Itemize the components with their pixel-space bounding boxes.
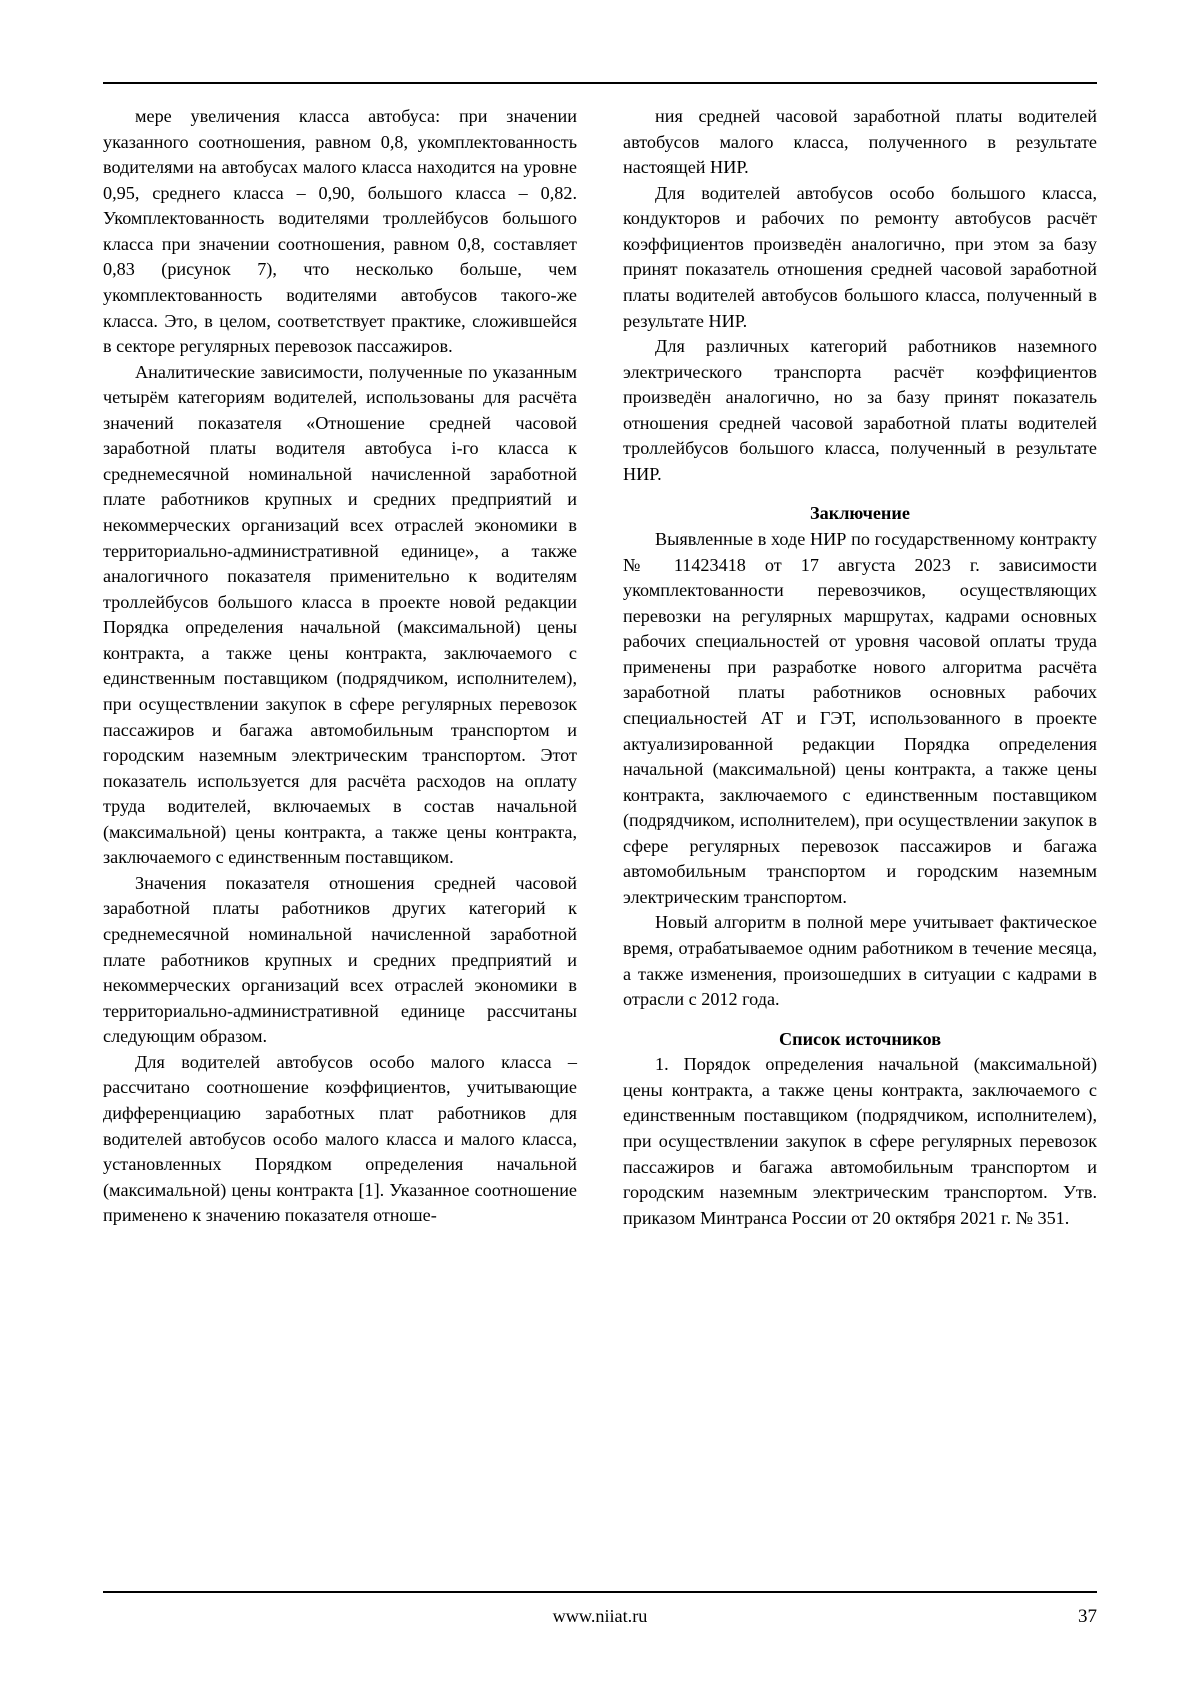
left-column bbox=[103, 104, 577, 1574]
paragraph: Аналитические зависимости, полученные по указанным четырём категориям водителей, использованы для расчёта значений показателя «Отношение средней часовой заработной платы водителя автобуса i-го класса к среднемесячной номинальной начисленной заработной плате работников крупных и средних предприятий и некоммерческих организаций всех отраслей экономики в территориально-административной единице», а также аналогичного показателя применительно к водителям троллейбусов большого класса в проекте новой редакции Порядка определения начальной (максимальной) цены контракта, а также цены контракта, заключаемого с единственным поставщиком (подрядчиком, исполнителем), при осуществлении закупок в сфере регулярных перевозок пассажиров и багажа автомобильным транспортом и городским наземным электрическим транспортом. Этот показатель используется для расчёта расходов на оплату труда водителей, включаемых в состав начальной (максимальной) цены контракта, а также цены контракта, заключаемого с единственным поставщиком. bbox=[103, 361, 577, 868]
page-footer bbox=[103, 1606, 1097, 1636]
reference-item: 1. Порядок определения начальной (максимальной) цены контракта, а также цены контракта, заключаемого с единственным поставщиком (подрядчиком, исполнителем), при осуществлении закупок в сфере регулярных перевозок пассажиров и багажа автомобильным транспортом и городским наземным электрическим транспортом. Утв. приказом Минтранса России от 20 октября 2021 г. № 351. bbox=[623, 1054, 1097, 1228]
section-heading-references: Список источников bbox=[778, 1028, 942, 1049]
paragraph: Для различных категорий работников наземного электрического транспорта расчёт коэффициентов произведён аналогично, но за базу принят показатель отношения средней часовой заработной платы водителей троллейбусов большого класса, полученный в результате НИР. bbox=[623, 336, 1097, 484]
paragraph: мере увеличения класса автобуса: при значении указанного соотношения, равном 0,8, укомплектованность водителями на автобусах малого класса находится на уровне 0,95, среднего класса – 0,90, большого класса – 0,82. Укомплектованность водителями троллейбусов большого класса при значении соотношения, равном 0,8, составляет 0,83 (рисунок 7), что несколько больше, чем укомплектованность водителями автобусов такого-же класса. Это, в целом, соответствует практике, сложившейся в секторе регулярных перевозок пассажиров. bbox=[103, 106, 577, 357]
paragraph: Для водителей автобусов особо малого класса – рассчитано соотношение коэффициентов, учитывающие дифференциацию заработных плат работников для водителей автобусов особо малого класса и малого класса, установленных Порядком определения начальной (максимальной) цены контракта [1]. Указанное соотношение применено к значению показателя отноше- bbox=[103, 1051, 577, 1226]
paragraph: ния средней часовой заработной платы водителей автобусов малого класса, полученного в результате настоящей НИР. bbox=[623, 106, 1097, 178]
section-heading-conclusion: Заключение bbox=[810, 503, 910, 524]
paragraph: Выявленные в ходе НИР по государственному контракту № 11423418 от 17 августа 2023 г. зависимости укомплектованности перевозчиков, осуществляющих перевозки на регулярных маршрутах, кадрами основных рабочих специальностей от уровня часовой оплаты труда применены при разработке нового алгоритма расчёта заработной платы работников основных рабочих специальностей АТ и ГЭТ, использованного в проекте актуализированной редакции Порядка определения начальной (максимальной) цены контракта, а также цены контракта, заключаемого с единственным поставщиком (подрядчиком, исполнителем), при осуществлении закупок в сфере регулярных перевозок пассажиров и багажа автомобильным транспортом и городским наземным электрическим транспортом. bbox=[623, 529, 1097, 907]
paragraph: Новый алгоритм в полной мере учитывает фактическое время, отрабатываемое одним работником в течение месяца, а также изменения, произошедших в ситуации с кадрами в отрасли с 2012 года. bbox=[623, 912, 1097, 1010]
footer-website: www.niiat.ru bbox=[552, 1606, 648, 1626]
right-column bbox=[623, 104, 1097, 1574]
footer-divider bbox=[103, 1591, 1097, 1593]
header-divider bbox=[103, 82, 1097, 84]
paragraph: Для водителей автобусов особо большого класса, кондукторов и рабочих по ремонту автобусов расчёт коэффициентов произведён аналогично, при этом за базу принят показатель отношения средней часовой заработной платы водителей автобусов большого класса, полученный в результате НИР. bbox=[623, 182, 1097, 331]
page-number: 37 bbox=[1078, 1606, 1097, 1627]
paragraph: Значения показателя отношения средней часовой заработной платы работников других категорий к среднемесячной номинальной начисленной заработной плате работников крупных и средних предприятий и некоммерческих организаций всех отраслей экономики в территориально-административной единице рассчитаны следующим образом. bbox=[103, 872, 577, 1047]
two-column-body bbox=[103, 104, 1097, 1574]
